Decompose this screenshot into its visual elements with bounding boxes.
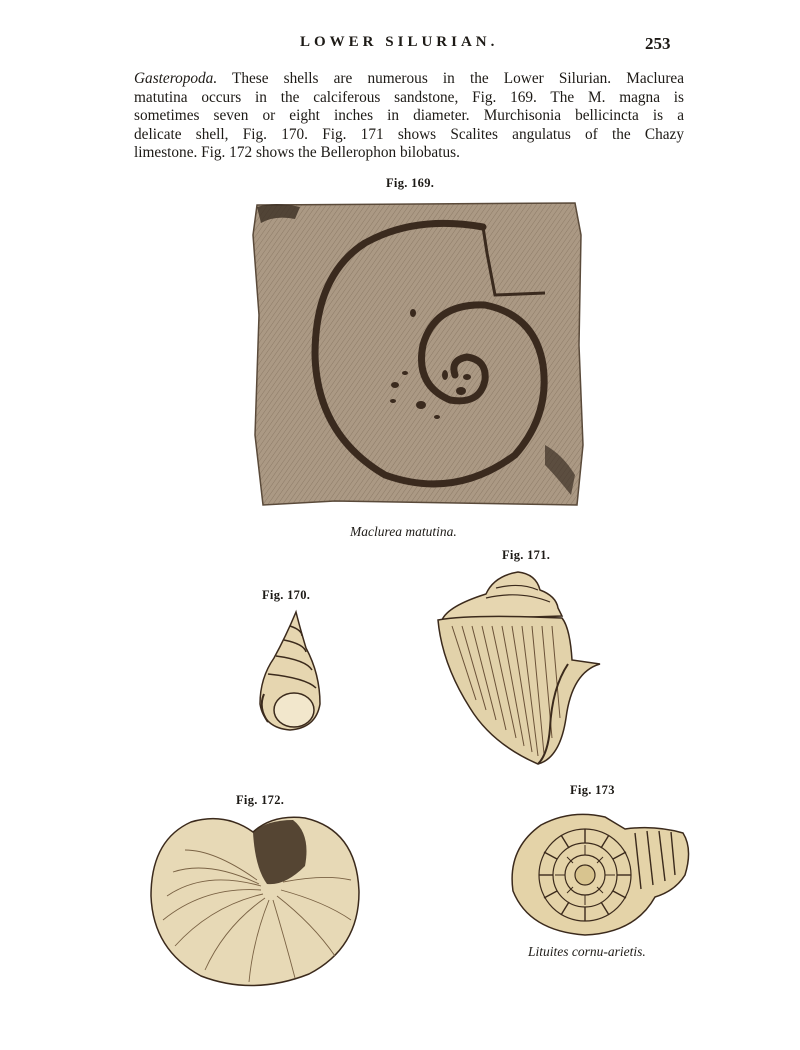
murchisonia-shell-illustration (250, 608, 330, 734)
body-paragraph (134, 70, 684, 163)
lituites-shell-illustration (505, 805, 695, 940)
body-line-4: delicate shell, Fig. 170. Fig. 171 shows Scalites angulatus of the Chazy (134, 125, 684, 143)
page-number: 253 (645, 34, 671, 53)
fig-172-label: Fig. 172. (236, 793, 285, 807)
fig-169-label: Fig. 169. (386, 176, 435, 190)
fig-169-caption: Maclurea matutina. (350, 524, 457, 539)
scalites-shell-illustration (432, 568, 607, 768)
fig-170-label: Fig. 170. (262, 588, 311, 602)
body-line-1: Gasteropoda. These shells are numerous in the Lower Silurian. Maclurea (134, 70, 684, 87)
fig-171-label: Fig. 171. (502, 548, 551, 562)
maclurea-fossil-illustration (245, 195, 590, 515)
fig-173-label: Fig. 173 (570, 783, 615, 797)
body-line-5: limestone. Fig. 172 shows the Bellerophon bilobatus. (134, 144, 460, 162)
body-line-3: sometimes seven or eight inches in diameter. Murchisonia bellicincta is a (134, 107, 684, 125)
running-title: LOWER SILURIAN. (300, 34, 499, 50)
body-line-2: matutina occurs in the calciferous sandstone, Fig. 169. The M. magna is (134, 88, 684, 106)
bellerophon-shell-illustration (145, 810, 365, 990)
fig-173-caption: Lituites cornu-arietis. (528, 944, 646, 959)
section-lead: Gasteropoda. (134, 70, 218, 87)
